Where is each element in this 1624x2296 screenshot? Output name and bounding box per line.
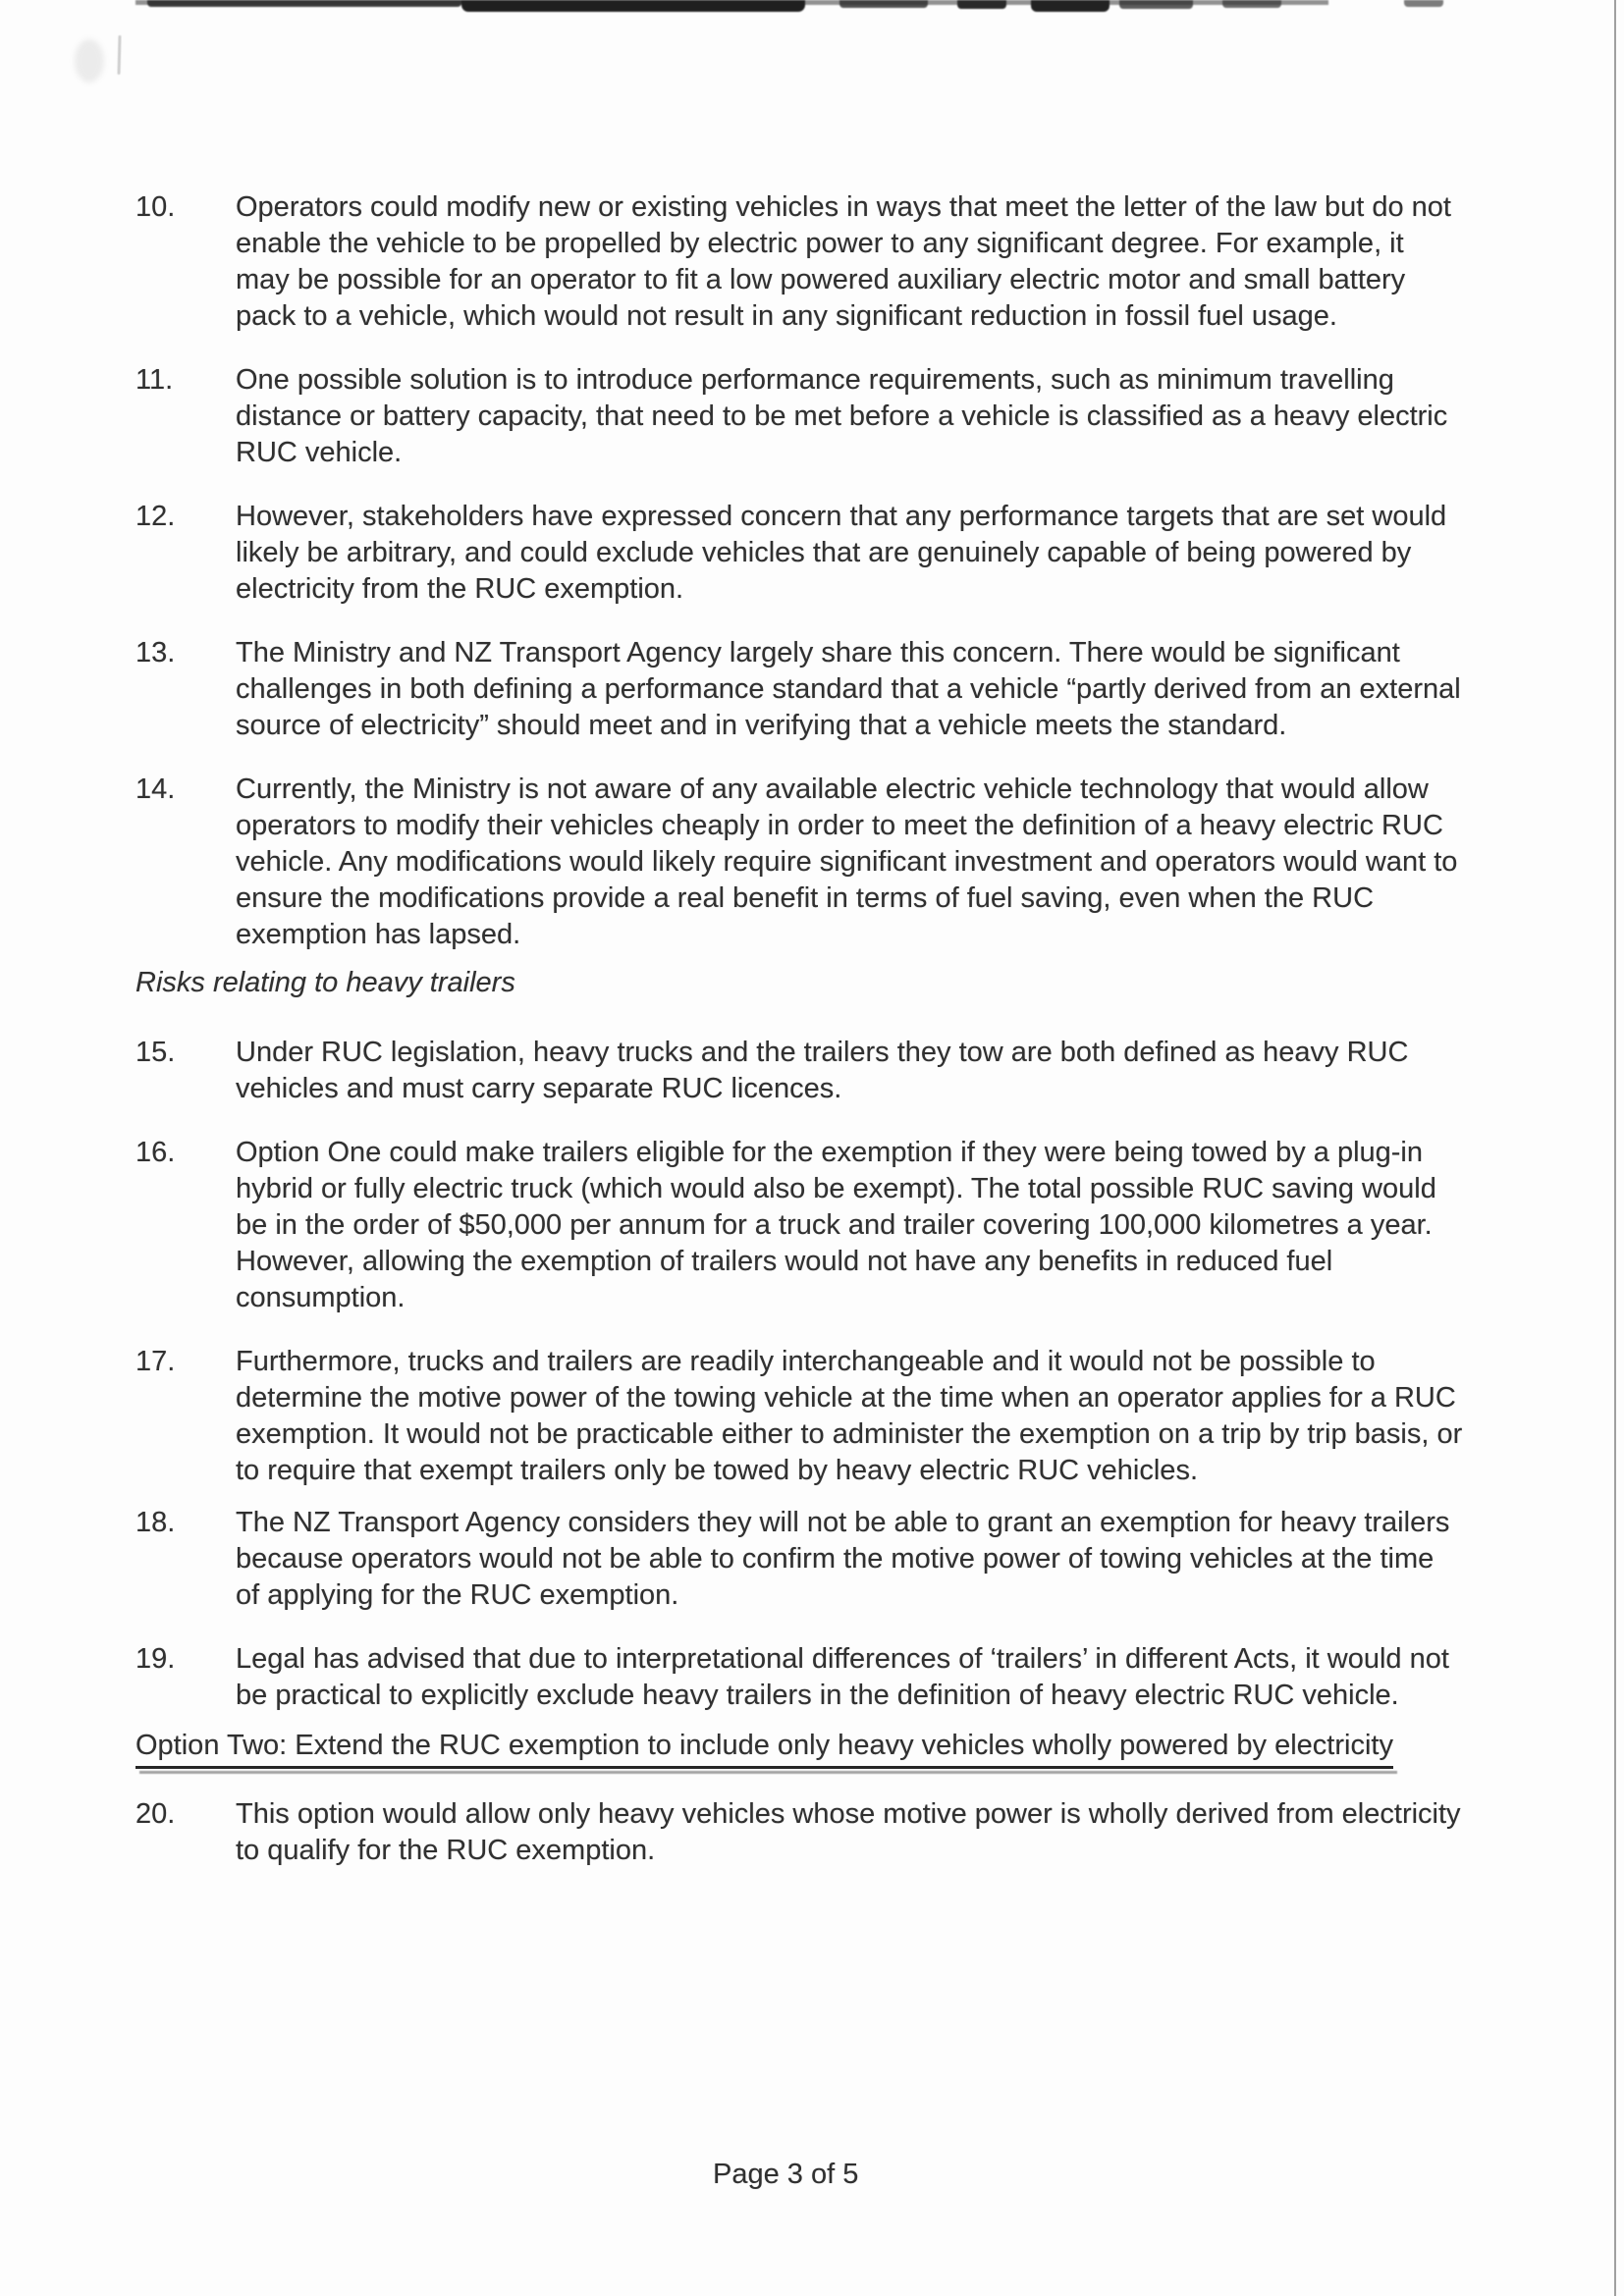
paragraph-number: 16. xyxy=(135,1137,176,1168)
numbered-paragraph-14 xyxy=(135,772,1479,953)
paragraph-text: Operators could modify new or existing vehicles in ways that meet the letter of the law but do not enable the vehicle to be propelled by electric power to any significant degree. For example, it may be possible for an operator to fit a low powered auxiliary electric motor and small battery pack to a vehicle, which would not result in any significant reduction in fossil fuel usage. xyxy=(236,191,1451,332)
numbered-paragraph-13 xyxy=(135,635,1479,744)
paragraph-text: The Ministry and NZ Transport Agency largely share this concern. There would be significant challenges in both defining a performance standard that a vehicle “partly derived from an external source of electricity” should meet and in verifying that a vehicle meets the standard. xyxy=(236,637,1461,741)
paragraph-text: The NZ Transport Agency considers they will not be able to grant an exemption for heavy trailers because operators would not be able to confirm the motive power of towing vehicles at the time of applying for the RUC exemption. xyxy=(236,1507,1450,1611)
paragraph-text: However, stakeholders have expressed concern that any performance targets that are set would likely be arbitrary, and could exclude vehicles that are genuinely capable of being powered by electricity from the RUC exemption. xyxy=(236,501,1447,605)
paragraph-number: 15. xyxy=(135,1037,176,1068)
numbered-paragraph-20 xyxy=(135,1796,1479,1869)
section-heading-option-two-text: Option Two: Extend the RUC exemption to include only heavy vehicles wholly powered by electricity xyxy=(135,1728,1393,1769)
numbered-paragraph-18 xyxy=(135,1505,1479,1614)
paragraph-text: Currently, the Ministry is not aware of any available electric vehicle technology that would allow operators to modify their vehicles cheaply in order to meet the definition of a heavy electric RUC vehicle. Any modifications would likely require significant investment and operators would want to ensure the modifications provide a real benefit in terms of fuel saving, even when the RUC exemption has lapsed. xyxy=(236,774,1458,950)
scan-artifact-edge-line xyxy=(1614,0,1616,2296)
paragraph-number: 13. xyxy=(135,637,176,668)
paragraph-text: This option would allow only heavy vehicles whose motive power is wholly derived from electricity to qualify for the RUC exemption. xyxy=(236,1798,1461,1866)
scan-artifact-top-bar xyxy=(0,0,1624,16)
paragraph-number: 18. xyxy=(135,1507,176,1538)
scan-artifact-smudge-mark xyxy=(117,35,121,75)
paragraph-number: 19. xyxy=(135,1643,176,1675)
paragraph-text: Under RUC legislation, heavy trucks and the trailers they tow are both defined as heavy RUC vehicles and must carry separate RUC licences. xyxy=(236,1037,1409,1104)
paragraph-number: 11. xyxy=(135,364,174,396)
paragraph-text: One possible solution is to introduce performance requirements, such as minimum travelling distance or battery capacity, that need to be met before a vehicle is classified as a heavy electric RUC vehicle. xyxy=(236,364,1448,468)
paragraph-text: Option One could make trailers eligible for the exemption if they were being towed by a plug-in hybrid or fully electric truck (which would also be exempt). The total possible RUC saving would be in the order of $50,000 per annum for a truck and trailer covering 100,000 kilometres a year. However, allowing the exemption of trailers would not have any benefits in reduced fuel consumption. xyxy=(236,1137,1436,1313)
numbered-paragraph-12 xyxy=(135,499,1479,608)
numbered-paragraph-10 xyxy=(135,189,1479,335)
paragraph-number: 14. xyxy=(135,774,176,805)
numbered-paragraph-11 xyxy=(135,362,1479,471)
paragraph-number: 20. xyxy=(135,1798,176,1830)
section-heading-risks-heavy-trailers: Risks relating to heavy trailers xyxy=(135,967,515,998)
scan-artifact-smudge xyxy=(75,39,104,82)
document-body xyxy=(135,189,1479,1869)
page-number-footer: Page 3 of 5 xyxy=(713,2159,859,2190)
paragraph-number: 12. xyxy=(135,501,176,532)
numbered-paragraph-19 xyxy=(135,1641,1479,1714)
numbered-paragraph-17 xyxy=(135,1344,1479,1489)
paragraph-text: Legal has advised that due to interpretational differences of ‘trailers’ in different Acts, it would not be practical to explicitly exclude heavy trailers in the definition of heavy electric RUC vehicle. xyxy=(236,1643,1449,1711)
section-heading-option-two xyxy=(135,1728,1479,1769)
numbered-paragraph-16 xyxy=(135,1135,1479,1316)
paragraph-number: 10. xyxy=(135,191,176,223)
numbered-paragraph-15 xyxy=(135,1035,1479,1107)
paragraph-text: Furthermore, trucks and trailers are readily interchangeable and it would not be possible to determine the motive power of the towing vehicle at the time when an operator applies for a RUC exemption. It would not be practicable either to administer the exemption on a trip by trip basis, or to require that exempt trailers only be towed by heavy electric RUC vehicles. xyxy=(236,1346,1463,1486)
paragraph-number: 17. xyxy=(135,1346,176,1377)
